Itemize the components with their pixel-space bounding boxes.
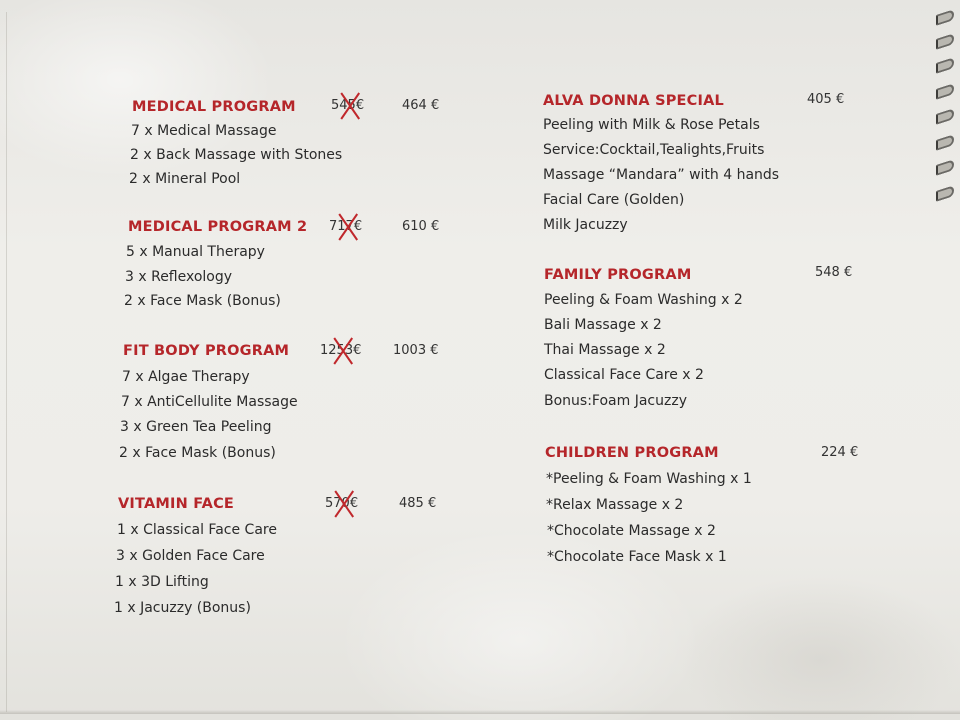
program-item: Peeling with Milk & Rose Petals — [543, 117, 760, 133]
binding-ring — [936, 134, 954, 151]
old-price-value: 1253€ — [320, 343, 362, 358]
program-item: 5 x Manual Therapy — [126, 244, 265, 260]
program-item: Thai Massage x 2 — [544, 342, 666, 358]
price: 224 € — [821, 445, 859, 460]
program-title: CHILDREN PROGRAM — [545, 445, 719, 461]
program-item: Milk Jacuzzy — [543, 217, 628, 233]
binding-ring — [936, 57, 954, 74]
sheet-edge — [6, 12, 7, 712]
program-item: 2 x Mineral Pool — [129, 171, 241, 187]
program-title: MEDICAL PROGRAM — [132, 99, 296, 115]
program-item: 2 x Face Mask (Bonus) — [119, 445, 276, 461]
program-item: *Relax Massage x 2 — [546, 497, 684, 513]
program-item: 2 x Back Massage with Stones — [130, 147, 343, 163]
old-price-value: 570€ — [325, 496, 359, 511]
program-item: 1 x Classical Face Care — [117, 522, 277, 538]
program-item: 7 x Medical Massage — [131, 123, 277, 139]
program-title: ALVA DONNA SPECIAL — [543, 93, 724, 109]
program-title: FIT BODY PROGRAM — [123, 343, 290, 359]
binding-ring — [936, 33, 954, 50]
old-price-value: 717€ — [329, 219, 363, 234]
program-title: MEDICAL PROGRAM 2 — [128, 219, 308, 235]
program-item: 2 x Face Mask (Bonus) — [124, 293, 281, 309]
program-item: Bali Massage x 2 — [544, 317, 662, 333]
program-item: 7 x Algae Therapy — [122, 369, 250, 385]
binding-ring — [936, 185, 954, 202]
program-item: 3 x Golden Face Care — [116, 548, 265, 564]
old-price-value: 545€ — [331, 98, 365, 113]
program-item: *Chocolate Face Mask x 1 — [547, 549, 727, 565]
spiral-binding — [938, 0, 958, 720]
program-item: 7 x AntiCellulite Massage — [121, 394, 298, 410]
price: 1003 € — [393, 343, 439, 358]
program-item: Peeling & Foam Washing x 2 — [544, 292, 743, 308]
program-title: VITAMIN FACE — [118, 496, 235, 512]
price: 548 € — [815, 265, 853, 280]
program-title: FAMILY PROGRAM — [544, 267, 692, 283]
program-item: Facial Care (Golden) — [543, 192, 685, 208]
program-item: Service:Cocktail,Tealights,Fruits — [543, 142, 765, 158]
program-item: 3 x Reflexology — [125, 269, 233, 285]
binding-ring — [936, 9, 954, 26]
program-item: Classical Face Care x 2 — [544, 367, 704, 383]
sheet-bottom-edge — [0, 710, 960, 714]
program-item: *Peeling & Foam Washing x 1 — [546, 471, 752, 487]
program-item: 1 x Jacuzzy (Bonus) — [114, 600, 251, 616]
price: 485 € — [399, 496, 437, 511]
price: 610 € — [402, 219, 440, 234]
old-price — [329, 219, 362, 234]
old-price — [331, 98, 364, 113]
binding-ring — [936, 108, 954, 125]
program-item: Massage “Mandara” with 4 hands — [543, 167, 780, 183]
old-price — [320, 343, 361, 358]
program-item: 1 x 3D Lifting — [115, 574, 209, 590]
old-price — [325, 496, 358, 511]
binding-ring — [936, 159, 954, 176]
price: 405 € — [807, 92, 845, 107]
program-item: 3 x Green Tea Peeling — [120, 419, 272, 435]
program-item: *Chocolate Massage x 2 — [547, 523, 716, 539]
binding-ring — [936, 83, 954, 100]
price: 464 € — [402, 98, 440, 113]
program-item: Bonus:Foam Jacuzzy — [544, 393, 687, 409]
